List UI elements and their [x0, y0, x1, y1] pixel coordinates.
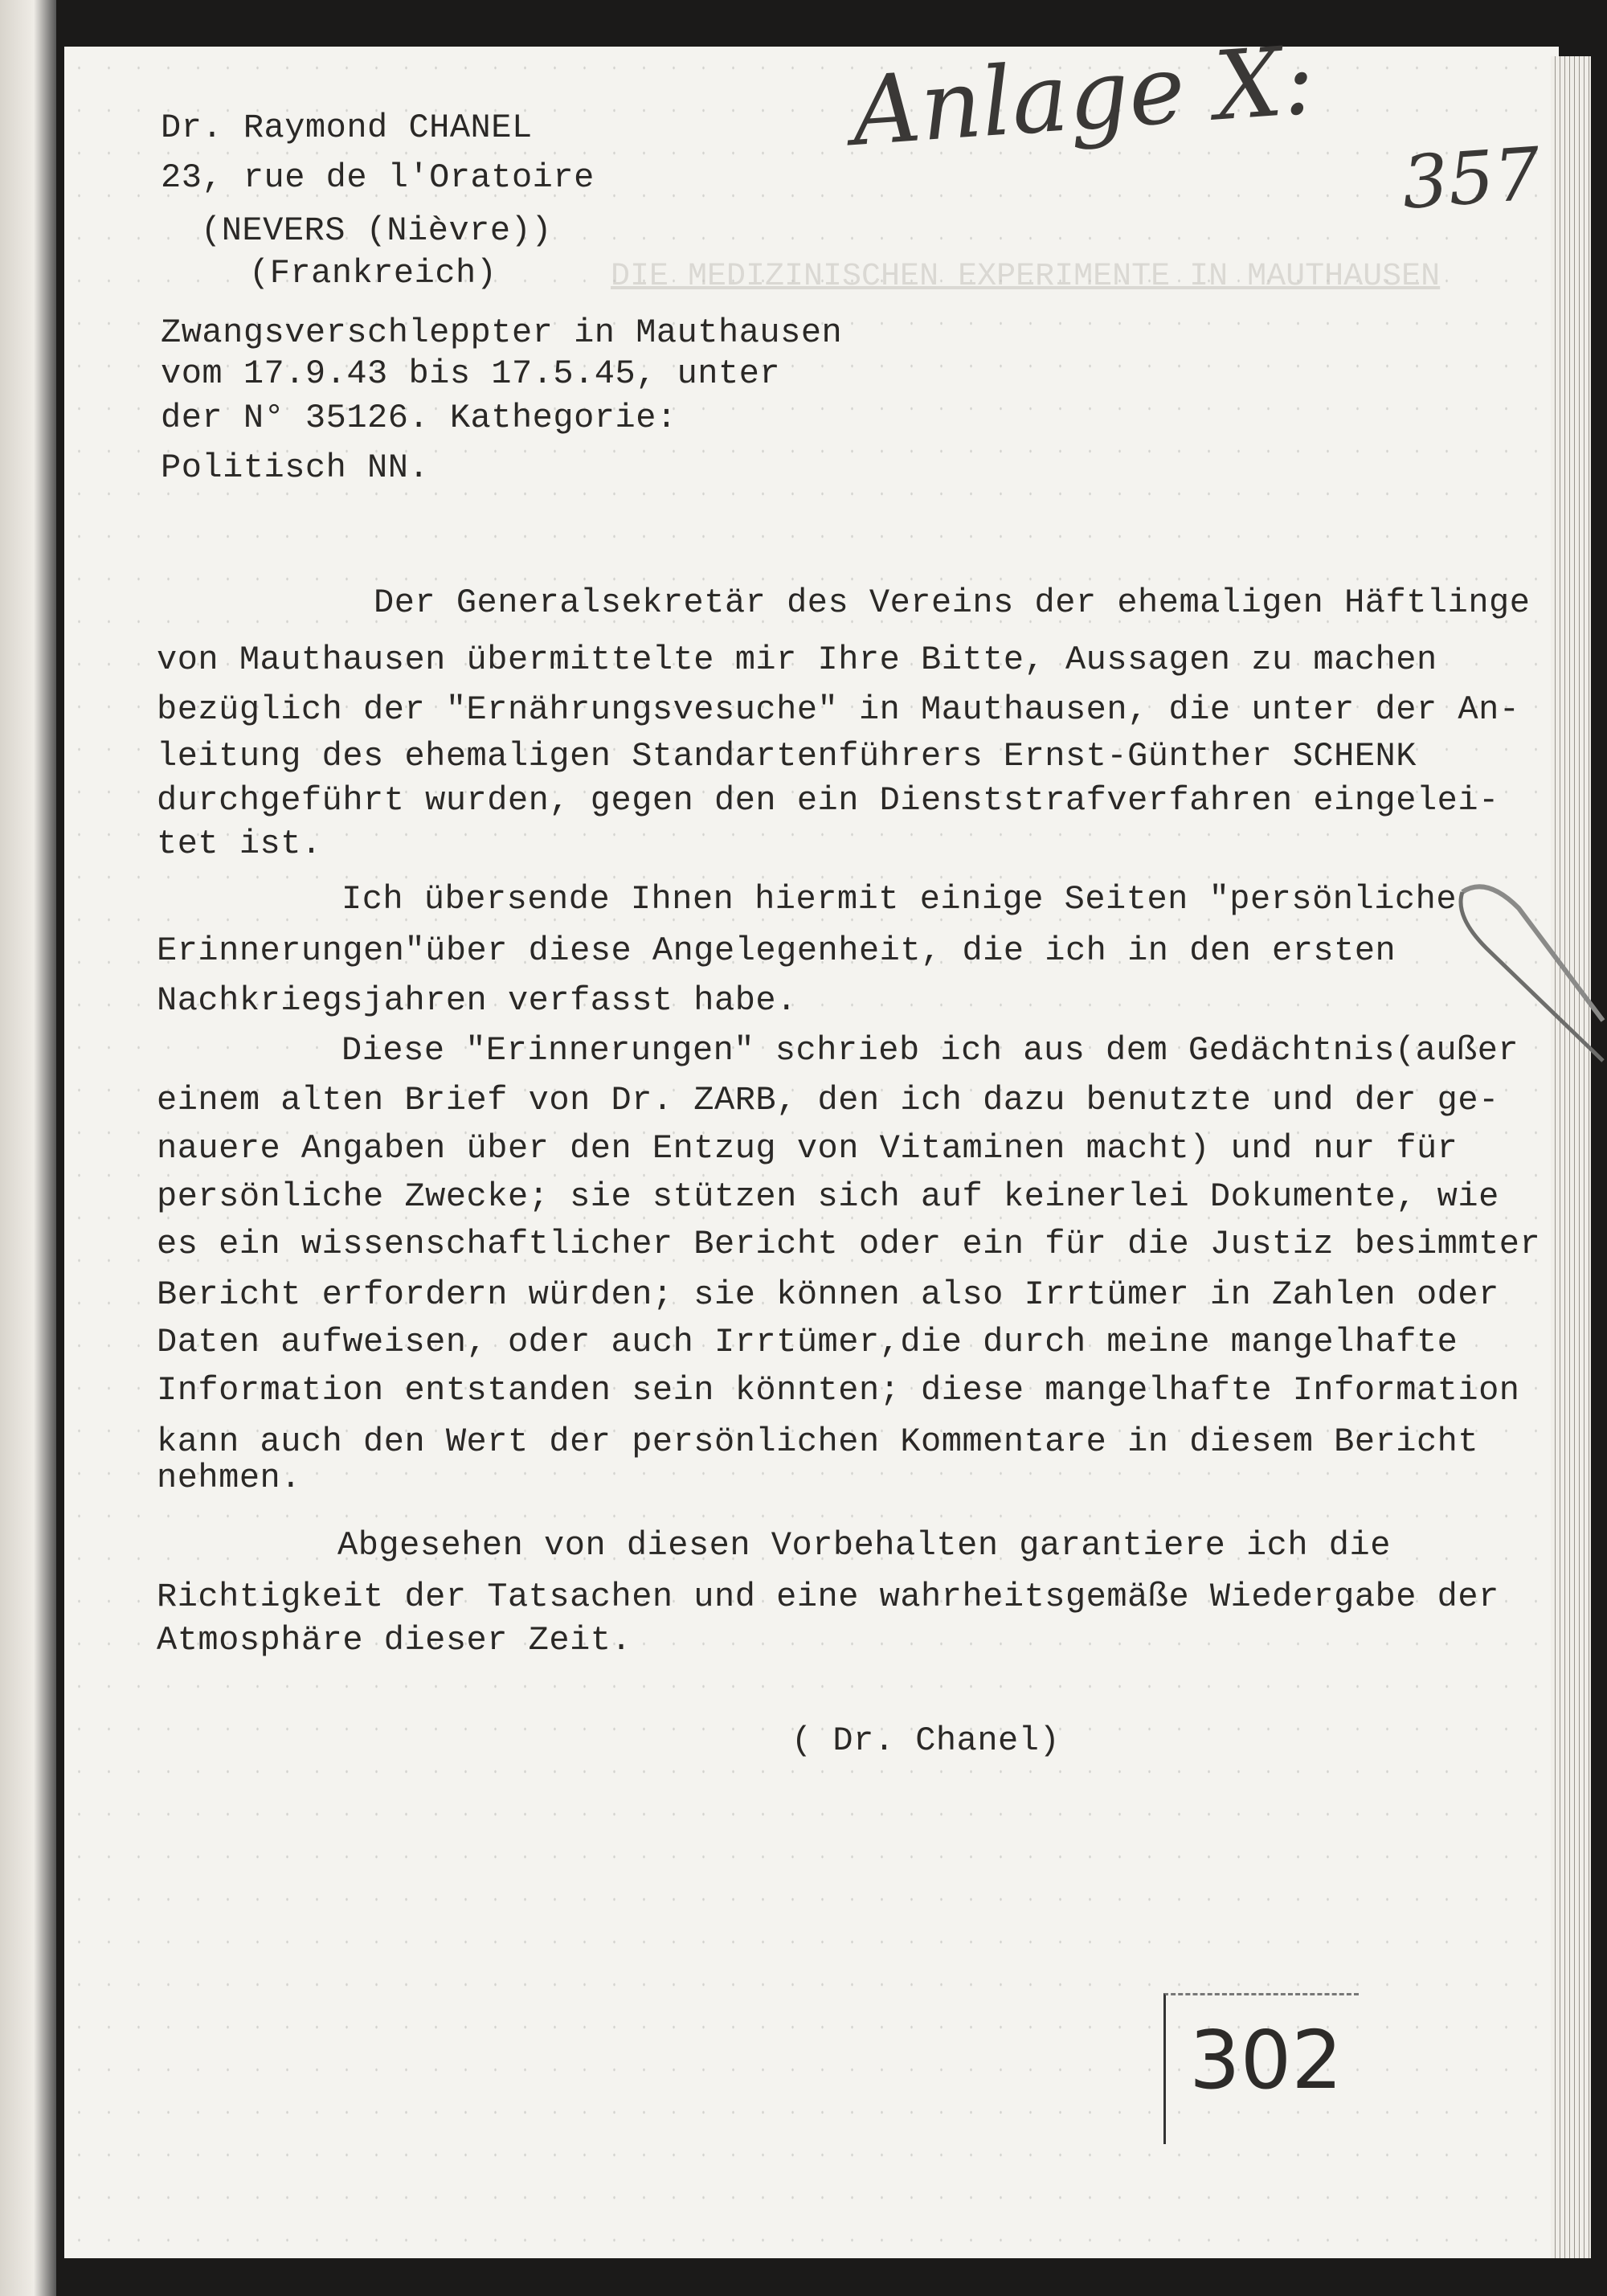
body-line: von Mauthausen übermittelte mir Ihre Bitte, Aussagen zu machen: [157, 641, 1437, 679]
body-line: nehmen.: [157, 1459, 301, 1497]
sender-line: Dr. Raymond CHANEL: [161, 108, 533, 147]
sender-line: vom 17.9.43 bis 17.5.45, unter: [161, 354, 781, 393]
sender-line: Politisch NN.: [161, 448, 430, 487]
body-line: Bericht erfordern würden; sie können also Irrtümer in Zahlen oder: [157, 1275, 1499, 1314]
body-line: bezüglich der "Ernährungsvesuche" in Mauthausen, die unter der An-: [157, 690, 1520, 729]
sender-line: Zwangsverschleppter in Mauthausen: [161, 313, 843, 352]
sender-line: (NEVERS (Nièvre)): [201, 211, 552, 250]
body-line: Erinnerungen"über diese Angelegenheit, die ich in den ersten: [157, 931, 1396, 970]
body-line: tet ist.: [157, 825, 322, 863]
sender-line: 23, rue de l'Oratoire: [161, 158, 595, 197]
paper-clip-icon: [1454, 876, 1607, 1069]
body-line: es ein wissenschaftlicher Bericht oder ein für die Justiz besimmter: [157, 1225, 1541, 1263]
signature: ( Dr. Chanel): [791, 1721, 1061, 1760]
body-line: Atmosphäre dieser Zeit.: [157, 1621, 632, 1660]
bleed-through-title: DIE MEDIZINISCHEN EXPERIMENTE IN MAUTHAUSEN: [611, 259, 1441, 295]
body-line: persönliche Zwecke; sie stützen sich auf keinerlei Dokumente, wie: [157, 1177, 1499, 1216]
body-line: Information entstanden sein könnten; diese mangelhafte Information: [157, 1371, 1520, 1410]
page-stack-edge: [1551, 56, 1591, 2258]
adjacent-page-edge: [0, 0, 56, 2296]
body-line: kann auch den Wert der persönlichen Kommentare in diesem Bericht: [157, 1422, 1479, 1461]
body-line: nauere Angaben über den Entzug von Vitaminen macht) und nur für: [157, 1129, 1458, 1168]
body-line: Daten aufweisen, oder auch Irrtümer,die durch meine mangelhafte: [157, 1323, 1458, 1361]
body-line: leitung des ehemaligen Standartenführers Ernst-Günther SCHENK: [157, 737, 1417, 776]
body-line: Richtigkeit der Tatsachen und eine wahrheitsgemäße Wiedergabe der: [157, 1578, 1499, 1616]
body-line: Abgesehen von diesen Vorbehalten garantiere ich die: [337, 1526, 1391, 1565]
body-line: Der Generalsekretär des Vereins der ehemaligen Häftlinge: [374, 583, 1531, 622]
sender-line: der N° 35126. Kathegorie:: [161, 399, 677, 437]
body-line: Ich übersende Ihnen hiermit einige Seiten "persönliche: [341, 880, 1458, 919]
body-line: einem alten Brief von Dr. ZARB, den ich dazu benutzte und der ge-: [157, 1081, 1499, 1119]
body-line: durchgeführt wurden, gegen den ein Dienststrafverfahren eingelei-: [157, 781, 1499, 820]
page-stamp-number: 302: [1189, 2013, 1343, 2107]
handwritten-annex-label: Anlage X:: [848, 24, 1319, 167]
body-line: Diese "Erinnerungen" schrieb ich aus dem Gedächtnis(außer: [341, 1031, 1519, 1070]
body-line: Nachkriegsjahren verfasst habe.: [157, 981, 797, 1020]
sender-line: (Frankreich): [249, 254, 497, 293]
handwritten-page-number: 357: [1399, 132, 1544, 226]
